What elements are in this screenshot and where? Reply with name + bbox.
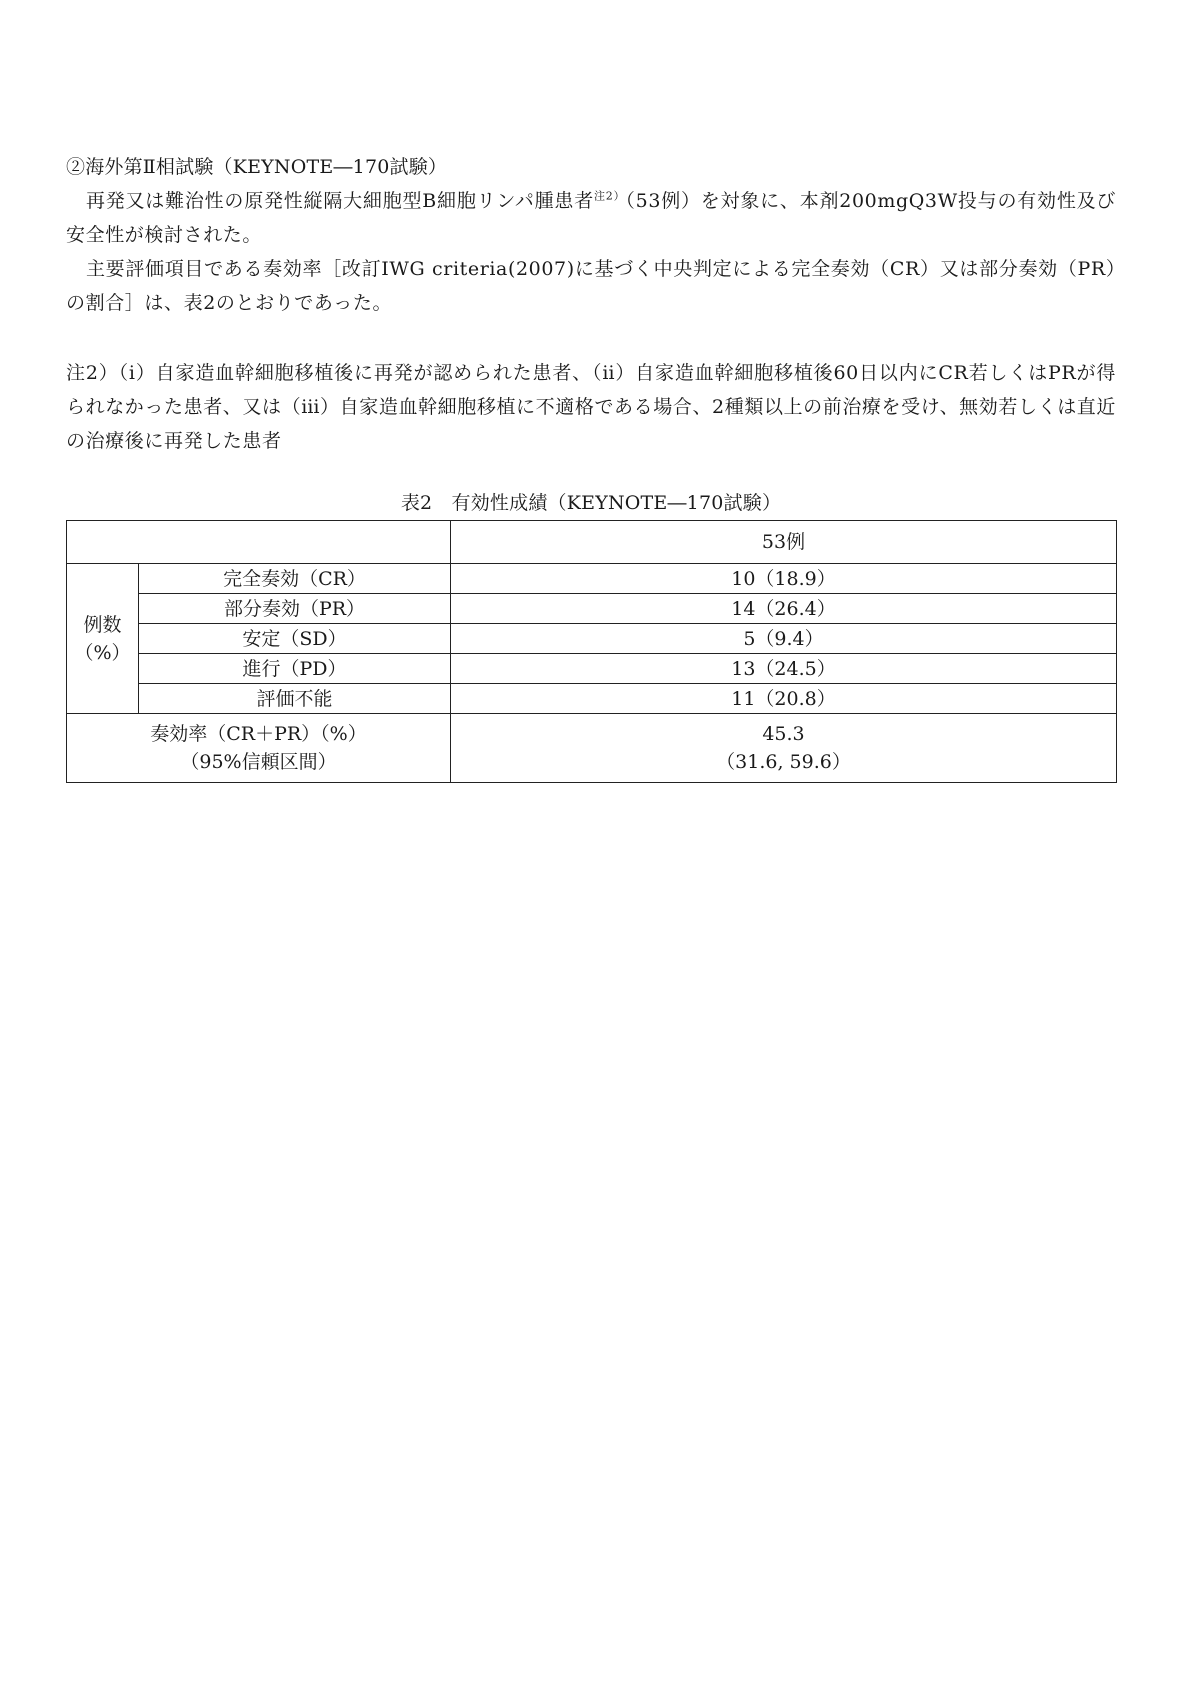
footnote-text: 注2）（ⅰ）自家造血幹細胞移植後に再発が認められた患者、（ⅱ）自家造血幹細胞移植後60日以内にCR若しくはPRが得られなかった患者、又は（ⅲ）自家造血幹細胞移植に不適格である場合、2種類以上の前治療を受け、無効若しくは直近の治療後に再発した患者 <box>66 362 1116 452</box>
table-caption: 表2 有効性成績（KEYNOTE―170試験） <box>400 492 782 514</box>
table-row <box>67 684 1117 714</box>
header-empty-cell <box>67 521 451 564</box>
table-row <box>67 624 1117 654</box>
row-label-cell: 評価不能 <box>139 684 451 714</box>
document-page <box>66 150 1116 783</box>
confidence-interval-value: （31.6, 59.6） <box>716 751 851 773</box>
study-description-text: 再発又は難治性の原発性縦隔大細胞型B細胞リンパ腫患者 <box>85 190 594 212</box>
response-rate-value-cell <box>451 714 1117 783</box>
efficacy-results-table <box>66 520 1117 783</box>
row-label-cell: 部分奏効（PR） <box>139 594 451 624</box>
table-row <box>67 654 1117 684</box>
group-label-line1: 例数 <box>83 613 122 636</box>
response-rate-row <box>67 714 1117 783</box>
table-row <box>67 594 1117 624</box>
study-description-paragraph <box>66 184 1116 252</box>
row-value-cell: 5（9.4） <box>451 624 1117 654</box>
section-heading: ②海外第Ⅱ相試験（KEYNOTE―170試験） <box>66 156 448 178</box>
footnote-reference: 注2） <box>594 189 626 203</box>
response-rate-value: 45.3 <box>762 723 805 745</box>
confidence-interval-label: （95%信頼区間） <box>180 751 337 773</box>
row-value-cell: 11（20.8） <box>451 684 1117 714</box>
row-label-cell: 完全奏効（CR） <box>139 564 451 594</box>
response-rate-label-cell <box>67 714 451 783</box>
row-label-cell: 安定（SD） <box>139 624 451 654</box>
group-label-line2: （%） <box>74 641 131 664</box>
row-label-cell: 進行（PD） <box>139 654 451 684</box>
response-rate-label: 奏効率（CR＋PR）（%） <box>150 723 367 745</box>
group-label-cell <box>67 564 139 714</box>
table-row <box>67 564 1117 594</box>
row-value-cell: 13（24.5） <box>451 654 1117 684</box>
study-description-text-cont: （53例）を対象に、本剤200mgQ3W投与の有効性及び安全性が検討された。 <box>66 190 1116 246</box>
row-value-cell: 10（18.9） <box>451 564 1117 594</box>
row-value-cell: 14（26.4） <box>451 594 1117 624</box>
column-header-cell: 53例 <box>451 521 1117 564</box>
table-header-row <box>67 521 1117 564</box>
primary-endpoint-paragraph: 主要評価項目である奏効率［改訂IWG criteria(2007)に基づく中央判定による完全奏効（CR）又は部分奏効（PR）の割合］は、表2のとおりであった。 <box>66 258 1116 314</box>
